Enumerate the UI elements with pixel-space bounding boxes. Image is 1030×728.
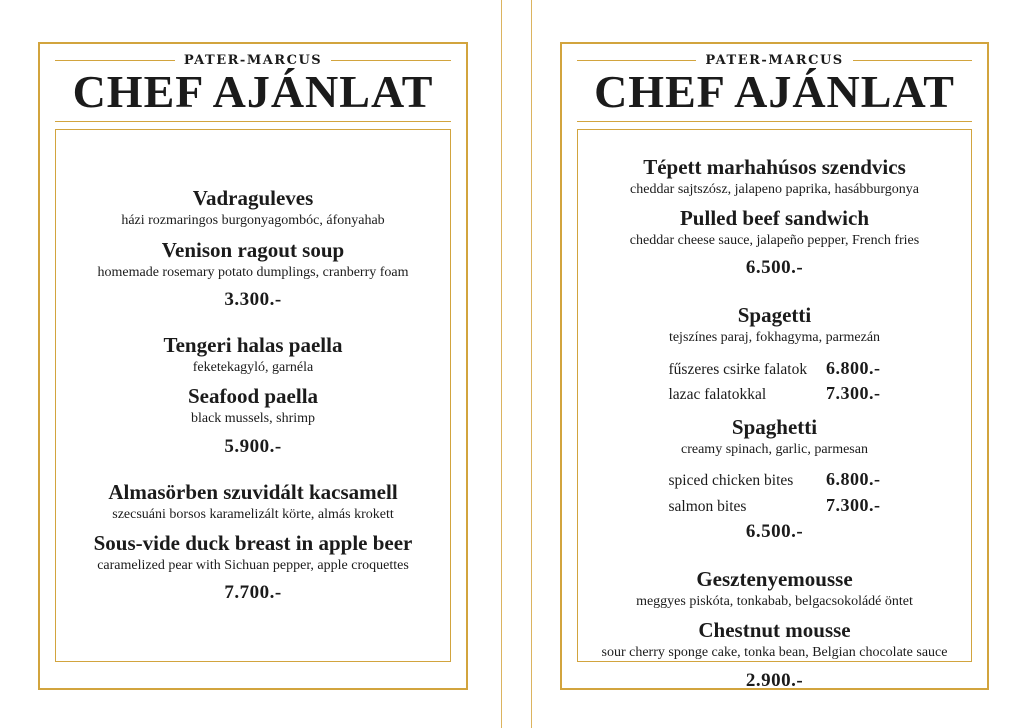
menu-item-name: Tengeri halas paella [163,332,343,357]
menu-item-name: Sous-vide duck breast in apple beer [93,531,413,555]
menu-item-price: 6.500.- [745,257,804,279]
menu-item [56,238,450,282]
variant-row [669,467,881,492]
menu-item [578,303,971,347]
menu-item-desc: meggyes piskóta, tonkabab, belgacsokoládé öntet [636,593,913,609]
variant-label: lazac falatokkal [668,385,767,403]
menu-page-left [38,42,468,690]
menu-item-desc: házi rozmaringos burgonyagombóc, áfonyahab [121,213,385,229]
menu-item-name: Gesztenyemousse [696,566,853,591]
menu-item-desc: homemade rosemary potato dumplings, cranberry foam [97,264,409,280]
menu-item-group [578,155,971,280]
menu-item-desc: sour cherry sponge cake, tonka bean, Belgian chocolate sauce [601,645,948,661]
variant-rows [669,356,881,406]
menu-item [56,333,450,377]
variant-label: fűszeres csirke falatok [668,360,808,378]
menu-item-name: Tépett marhahúsos szendvics [643,154,906,179]
brand-rule-left [577,60,696,61]
menu-item [56,531,450,575]
menu-item-price: 7.700.- [224,582,282,604]
menu-item-desc: feketekagyló, garnéla [192,360,314,376]
variant-row [669,356,881,381]
menu-item-desc: szecsuáni borsos karamelizált körte, almás krokett [112,506,394,522]
menu-item [578,618,971,662]
page-title: CHEF AJÁNLAT [72,66,434,117]
menu-item [56,384,450,428]
menu-item-name: Seafood paella [187,384,319,409]
menu-item-group [56,480,450,605]
title-divider [55,121,451,122]
variant-rows [669,467,881,517]
menu-item-name: Spaghetti [731,415,818,440]
brand-rule-right [331,60,451,61]
menu-item-desc: caramelized pear with Sichuan pepper, apple croquettes [97,558,409,574]
page-fold-line-right [531,0,532,728]
menu-item-group [578,415,971,543]
title-divider [577,121,972,122]
variant-label: salmon bites [668,497,747,515]
menu-item [578,415,971,459]
variant-row [669,381,881,406]
page-fold-line-left [501,0,502,728]
menu-item-name: Vadraguleves [192,186,314,211]
menu-item-desc: cheddar cheese sauce, jalapeño pepper, French fries [629,233,920,249]
menu-item-name: Pulled beef sandwich [679,205,870,230]
menu-item-price: 6.500.- [745,520,804,542]
brand-name: PATER-MARCUS [183,53,323,68]
menu-item [578,206,971,250]
menu-content-box [55,129,451,662]
menu-content-box [577,129,972,691]
menu-item-desc: black mussels, shrimp [190,411,316,427]
page-title: CHEF AJÁNLAT [594,66,955,117]
menu-item [578,567,971,611]
menu-item-group [578,303,971,406]
variant-price: 7.300.- [826,382,881,403]
menu-item-name: Chestnut mousse [698,618,851,643]
menu-item-desc: cheddar sajtszósz, jalapeno paprika, hasábburgonya [630,181,919,197]
variant-price: 6.800.- [826,357,881,378]
menu-page-right [560,42,989,690]
brand-rule-right [853,60,972,61]
menu-item [56,186,450,230]
brand-name: PATER-MARCUS [705,53,844,68]
menu-item-desc: creamy spinach, garlic, parmesan [681,442,868,458]
menu-item [578,155,971,199]
menu-item-name: Spagetti [737,303,812,328]
menu-item-group [56,333,450,458]
menu-item-price: 2.900.- [745,669,804,691]
variant-row [669,493,881,518]
variant-price: 6.800.- [826,469,881,490]
menu-item-group [56,186,450,311]
brand-rule-left [55,60,175,61]
menu-item [56,480,450,524]
menu-item-group [578,567,971,692]
menu-item-price: 3.300.- [224,288,282,310]
menu-item-name: Almasörben szuvidált kacsamell [108,479,398,504]
menu-item-name: Venison ragout soup [161,237,345,262]
menu-item-price: 5.900.- [224,435,282,457]
variant-label: spiced chicken bites [668,472,794,490]
menu-item-desc: tejszínes paraj, fokhagyma, parmezán [668,330,881,346]
variant-price: 7.300.- [826,494,881,515]
